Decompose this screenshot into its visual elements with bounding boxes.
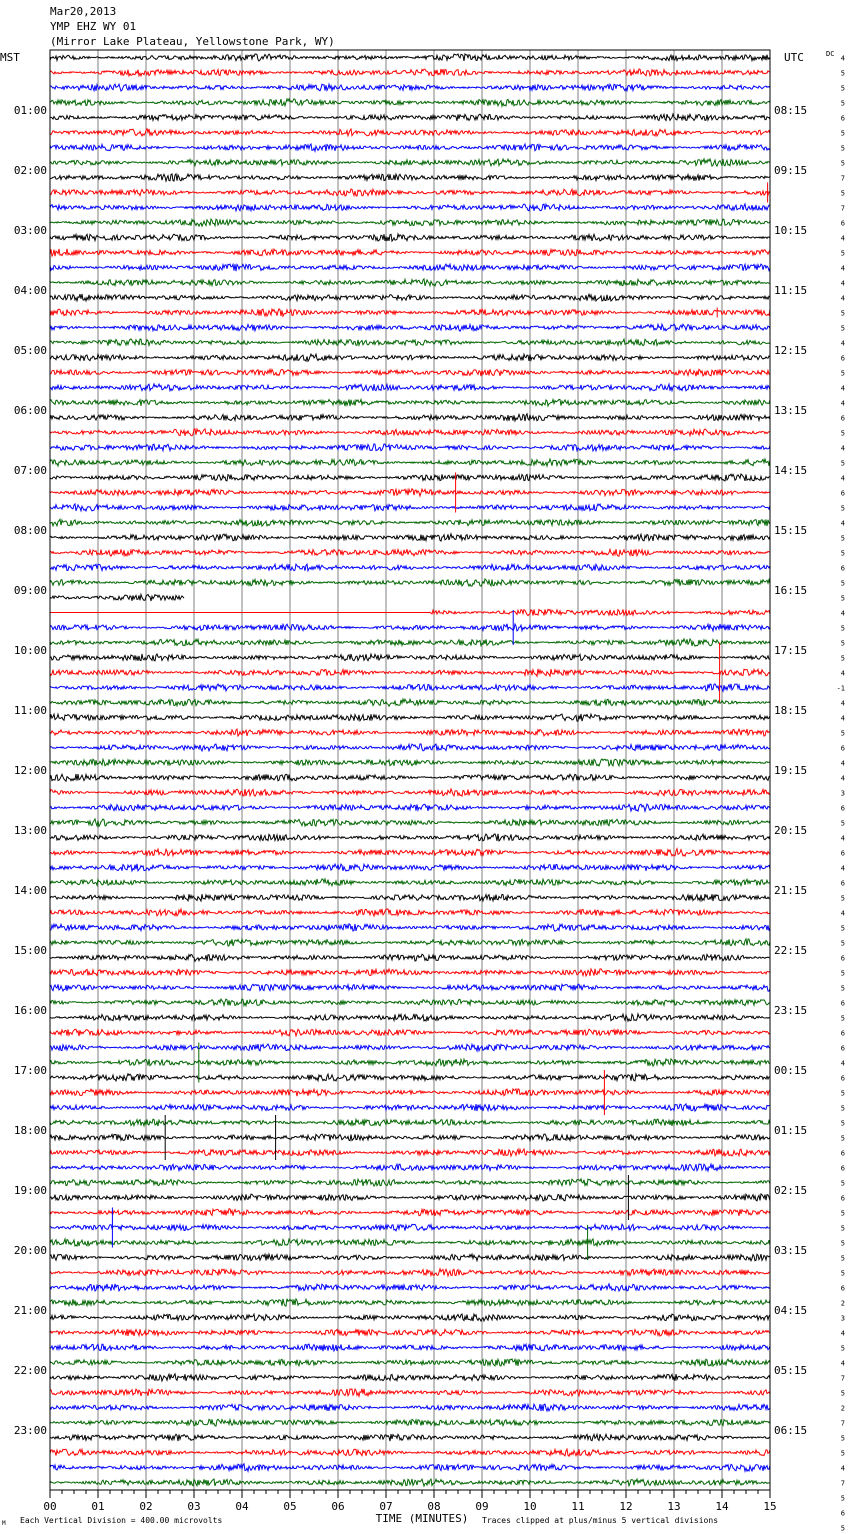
- dc-value: 5: [840, 819, 845, 828]
- trace-row-1: [50, 69, 770, 76]
- trace-row-24: [50, 414, 770, 421]
- trace-row-6: [50, 144, 770, 151]
- trace-row-33: [50, 549, 770, 556]
- x-tick-label: 15: [763, 1500, 777, 1513]
- dc-value: 4: [840, 264, 845, 273]
- dc-value: 5: [840, 939, 845, 948]
- dc-value: 5: [840, 1239, 845, 1248]
- dc-value: 3: [840, 789, 845, 798]
- trace-row-72: [50, 1134, 770, 1141]
- x-tick-label: 08: [427, 1500, 441, 1513]
- dc-value: 5: [840, 594, 845, 603]
- dc-value: 4: [840, 399, 845, 408]
- trace-row-46: [50, 744, 770, 751]
- trace-row-15: [50, 279, 770, 286]
- trace-row-90: [50, 1404, 770, 1411]
- trace-row-68: [50, 1074, 770, 1081]
- trace-row-43: [50, 699, 770, 706]
- left-hour-labels: [14, 104, 47, 1437]
- dc-value: 4: [840, 474, 845, 483]
- right-hour-label: 15:15: [774, 524, 808, 537]
- trace-row-45: [50, 729, 770, 736]
- left-hour-label: 23:00: [13, 1424, 47, 1437]
- dc-value: 5: [840, 1269, 845, 1278]
- dc-value: 5: [840, 249, 845, 258]
- station-code: YMP EHZ WY 01: [50, 20, 137, 33]
- trace-row-17: [50, 309, 770, 316]
- right-hour-label: 18:15: [774, 704, 808, 717]
- left-hour-label: 20:00: [13, 1244, 47, 1257]
- right-hour-label: 14:15: [774, 464, 808, 477]
- trace-row-85: [50, 1329, 770, 1336]
- trace-row-76: [50, 1194, 770, 1201]
- left-hour-label: 11:00: [13, 704, 47, 717]
- x-tick-label: 09: [475, 1500, 489, 1513]
- left-hour-label: 03:00: [13, 224, 47, 237]
- trace-row-56: [50, 894, 770, 901]
- dc-value: 3: [840, 1314, 845, 1323]
- dc-value: 4: [840, 774, 845, 783]
- dc-value: 4: [840, 864, 845, 873]
- trace-row-19: [50, 339, 770, 346]
- x-tick-label: 07: [379, 1500, 393, 1513]
- dc-value: 6: [840, 999, 845, 1008]
- left-hour-label: 12:00: [13, 764, 47, 777]
- dc-value: 5: [840, 654, 845, 663]
- x-axis-label: TIME (MINUTES): [375, 1512, 469, 1525]
- trace-row-2: [50, 84, 770, 91]
- right-hour-label: 08:15: [774, 104, 808, 117]
- dc-value: 6: [840, 879, 845, 888]
- trace-row-40: [50, 654, 770, 661]
- trace-row-25: [50, 429, 770, 436]
- left-hour-label: 13:00: [13, 824, 47, 837]
- clip-note: Traces clipped at plus/minus 5 vertical divisions: [482, 1516, 719, 1525]
- trace-row-23: [50, 399, 770, 406]
- dc-value: 5: [840, 324, 845, 333]
- dc-value: 4: [840, 609, 845, 618]
- trace-row-29: [50, 489, 770, 496]
- trace-row-62: [50, 984, 770, 991]
- dc-value: 5: [840, 129, 845, 138]
- scale-note: Each Vertical Division = 400.00 microvolts: [20, 1516, 223, 1525]
- trace-row-86: [50, 1344, 770, 1351]
- trace-row-87: [50, 1359, 770, 1366]
- dc-value: 6: [840, 1149, 845, 1158]
- dc-value: 6: [840, 744, 845, 753]
- dc-value: 7: [840, 204, 845, 213]
- left-hour-label: 16:00: [13, 1004, 47, 1017]
- trace-row-61: [50, 969, 770, 976]
- dc-value: 5: [840, 189, 845, 198]
- dc-value: 4: [840, 1059, 845, 1068]
- trace-row-38: [50, 624, 770, 631]
- dc-value: 5: [840, 639, 845, 648]
- left-hour-label: 07:00: [13, 464, 47, 477]
- x-tick-label: 05: [283, 1500, 297, 1513]
- trace-row-74: [50, 1164, 770, 1171]
- dc-value: 5: [840, 99, 845, 108]
- right-hour-label: 06:15: [774, 1424, 808, 1437]
- trace-row-5: [50, 129, 770, 136]
- right-hour-label: 20:15: [774, 824, 808, 837]
- trace-row-42: [50, 684, 770, 691]
- dc-value: 6: [840, 114, 845, 123]
- right-hour-labels: [774, 104, 807, 1437]
- dc-value: 5: [840, 894, 845, 903]
- trace-row-73: [50, 1149, 770, 1156]
- trace-row-14: [50, 264, 770, 271]
- trace-row-30: [50, 504, 770, 511]
- dc-value: 5: [840, 309, 845, 318]
- dc-value: 5: [840, 429, 845, 438]
- x-tick-label: 10: [523, 1500, 537, 1513]
- trace-row-91: [50, 1419, 770, 1426]
- right-timezone-label: UTC: [784, 51, 804, 64]
- dc-value: 6: [840, 954, 845, 963]
- right-hour-label: 13:15: [774, 404, 808, 417]
- trace-row-53: [50, 849, 770, 856]
- trace-row-20: [50, 354, 770, 361]
- dc-value: 6: [840, 849, 845, 858]
- left-hour-label: 01:00: [13, 104, 47, 117]
- trace-row-18: [50, 324, 770, 331]
- trace-row-36: [50, 594, 184, 601]
- dc-value: 4: [840, 714, 845, 723]
- dc-value: 5: [840, 1119, 845, 1128]
- trace-row-4: [50, 114, 770, 121]
- dc-value: 5: [840, 549, 845, 558]
- trace-row-22: [50, 384, 770, 391]
- right-hour-label: 02:15: [774, 1184, 808, 1197]
- dc-value: 4: [840, 834, 845, 843]
- left-hour-label: 21:00: [13, 1304, 47, 1317]
- trace-row-70: [50, 1104, 770, 1111]
- trace-row-81: [50, 1269, 770, 1276]
- trace-row-10: [50, 204, 770, 211]
- right-hour-label: 12:15: [774, 344, 808, 357]
- dc-value: 5: [840, 369, 845, 378]
- trace-row-9: [50, 189, 770, 196]
- trace-row-95: [50, 1479, 770, 1486]
- dc-value: 6: [840, 414, 845, 423]
- trace-row-35: [50, 579, 770, 586]
- trace-row-65: [50, 1029, 770, 1036]
- right-hour-label: 05:15: [774, 1364, 808, 1377]
- trace-row-3: [50, 99, 770, 106]
- right-hour-label: 03:15: [774, 1244, 808, 1257]
- right-hour-label: 04:15: [774, 1304, 808, 1317]
- dc-value: 4: [840, 669, 845, 678]
- trace-row-60: [50, 954, 770, 961]
- trace-row-51: [50, 819, 770, 826]
- trace-row-75: [50, 1179, 770, 1186]
- trace-row-31: [50, 519, 770, 526]
- trace-row-94: [50, 1464, 770, 1471]
- trace-row-12: [50, 234, 770, 241]
- dc-value: 5: [840, 1134, 845, 1143]
- dc-value: 5: [840, 144, 845, 153]
- trace-row-66: [50, 1044, 770, 1051]
- trace-row-57: [50, 909, 770, 916]
- trace-row-21: [50, 369, 770, 376]
- trace-row-55: [50, 879, 770, 886]
- dc-value: 4: [840, 294, 845, 303]
- x-tick-label: 01: [91, 1500, 105, 1513]
- dc-value: 5: [840, 1104, 845, 1113]
- trace-row-44: [50, 714, 770, 721]
- dc-values: [837, 55, 845, 1534]
- seismic-traces: [50, 54, 770, 1486]
- right-hour-label: 11:15: [774, 284, 808, 297]
- trace-row-64: [50, 1014, 770, 1021]
- dc-value: 4: [840, 384, 845, 393]
- left-hour-label: 17:00: [13, 1064, 47, 1077]
- dc-value: 5: [840, 1494, 845, 1503]
- trace-row-84: [50, 1314, 770, 1321]
- dc-value: 4: [840, 1329, 845, 1338]
- trace-row-79: [50, 1239, 770, 1246]
- x-tick-label: 02: [139, 1500, 153, 1513]
- dc-value: 2: [840, 1299, 845, 1308]
- dc-value: 5: [840, 84, 845, 93]
- chart-date: Mar20,2013: [50, 5, 117, 18]
- x-tick-label: 04: [235, 1500, 249, 1513]
- trace-row-89: [50, 1389, 770, 1396]
- trace-row-50: [50, 804, 770, 811]
- trace-row-83: [50, 1299, 770, 1306]
- dc-value: 5: [840, 729, 845, 738]
- dc-label: DC: [826, 50, 835, 58]
- dc-value: 4: [840, 759, 845, 768]
- dc-value: 5: [840, 924, 845, 933]
- right-hour-label: 22:15: [774, 944, 808, 957]
- dc-value: 6: [840, 804, 845, 813]
- dc-value: 5: [840, 1254, 845, 1263]
- dc-value: 5: [840, 504, 845, 513]
- dc-value: 5: [840, 159, 845, 168]
- x-tick-label: 03: [187, 1500, 201, 1513]
- x-tick-label: 13: [667, 1500, 681, 1513]
- dc-value: 7: [840, 174, 845, 183]
- dc-value: 5: [840, 1344, 845, 1353]
- x-axis-ticks: [43, 1490, 776, 1513]
- trace-row-77: [50, 1209, 770, 1216]
- dc-value: 6: [840, 354, 845, 363]
- trace-row-11: [50, 219, 770, 226]
- left-hour-label: 19:00: [13, 1184, 47, 1197]
- x-tick-label: 12: [619, 1500, 633, 1513]
- dc-value: 4: [840, 699, 845, 708]
- left-hour-label: 04:00: [13, 284, 47, 297]
- left-hour-label: 18:00: [13, 1124, 47, 1137]
- dc-value: 6: [840, 219, 845, 228]
- dc-value: 5: [840, 534, 845, 543]
- trace-row-39: [50, 639, 770, 646]
- left-hour-label: 14:00: [13, 884, 47, 897]
- footer-mark: M: [2, 1520, 6, 1527]
- right-hour-label: 00:15: [774, 1064, 808, 1077]
- dc-value: 5: [840, 579, 845, 588]
- dc-value: 2: [840, 1404, 845, 1413]
- dc-value: 4: [840, 339, 845, 348]
- dc-value: 4: [840, 54, 845, 63]
- dc-value: 5: [840, 1179, 845, 1188]
- dc-value: 5: [840, 1209, 845, 1218]
- trace-row-47: [50, 759, 770, 766]
- trace-row-49: [50, 789, 770, 796]
- dc-value: 5: [840, 624, 845, 633]
- trace-row-80: [50, 1254, 770, 1261]
- trace-row-48: [50, 774, 770, 781]
- right-hour-label: 16:15: [774, 584, 808, 597]
- dc-value: 4: [840, 1464, 845, 1473]
- dc-value: 5: [840, 1224, 845, 1233]
- dc-value: 5: [840, 1524, 845, 1533]
- left-hour-label: 06:00: [13, 404, 47, 417]
- dc-value: 6: [840, 1029, 845, 1038]
- trace-row-7: [50, 159, 770, 166]
- dc-value: 4: [840, 234, 845, 243]
- dc-value: 6: [840, 1509, 845, 1518]
- trace-row-32: [50, 534, 770, 541]
- left-hour-label: 02:00: [13, 164, 47, 177]
- trace-row-82: [50, 1284, 770, 1291]
- dc-value: 6: [840, 1194, 845, 1203]
- dc-value: 5: [840, 1014, 845, 1023]
- right-hour-label: 09:15: [774, 164, 808, 177]
- trace-row-71: [50, 1119, 770, 1126]
- station-location: (Mirror Lake Plateau, Yellowstone Park, WY): [50, 35, 335, 48]
- trace-row-13: [50, 249, 770, 256]
- trace-row-92: [50, 1434, 770, 1441]
- dc-value: 7: [840, 1479, 845, 1488]
- trace-row-16: [50, 294, 770, 301]
- dc-value: 5: [840, 984, 845, 993]
- trace-row-67: [50, 1059, 770, 1066]
- trace-row-78: [50, 1224, 770, 1231]
- trace-row-8: [50, 174, 770, 181]
- right-hour-label: 19:15: [774, 764, 808, 777]
- left-hour-label: 09:00: [13, 584, 47, 597]
- trace-row-27: [50, 459, 770, 466]
- right-hour-label: 17:15: [774, 644, 808, 657]
- dc-value: -1: [836, 684, 845, 693]
- trace-row-26: [50, 444, 770, 451]
- dc-value: 7: [840, 1374, 845, 1383]
- trace-row-52: [50, 834, 770, 841]
- left-hour-label: 08:00: [13, 524, 47, 537]
- dc-value: 4: [840, 909, 845, 918]
- trace-row-88: [50, 1374, 770, 1381]
- trace-row-63: [50, 999, 770, 1006]
- x-tick-label: 14: [715, 1500, 729, 1513]
- trace-row-69: [50, 1089, 770, 1096]
- trace-row-59: [50, 939, 770, 946]
- dc-value: 6: [840, 564, 845, 573]
- trace-row-37: [50, 609, 770, 615]
- dc-value: 7: [840, 1419, 845, 1428]
- right-hour-label: 21:15: [774, 884, 808, 897]
- trace-row-41: [50, 669, 770, 676]
- trace-row-34: [50, 564, 770, 571]
- dc-value: 5: [840, 969, 845, 978]
- left-hour-label: 22:00: [13, 1364, 47, 1377]
- right-hour-label: 23:15: [774, 1004, 808, 1017]
- dc-value: 5: [840, 69, 845, 78]
- left-hour-label: 10:00: [13, 644, 47, 657]
- x-tick-label: 11: [571, 1500, 585, 1513]
- left-hour-label: 05:00: [13, 344, 47, 357]
- trace-row-93: [50, 1449, 770, 1456]
- dc-value: 6: [840, 489, 845, 498]
- dc-value: 5: [840, 1434, 845, 1443]
- right-hour-label: 01:15: [774, 1124, 808, 1137]
- dc-value: 4: [840, 444, 845, 453]
- trace-row-58: [50, 924, 770, 931]
- dc-value: 5: [840, 1449, 845, 1458]
- x-tick-label: 06: [331, 1500, 345, 1513]
- trace-row-54: [50, 864, 770, 871]
- dc-value: 5: [840, 459, 845, 468]
- dc-value: 5: [840, 1389, 845, 1398]
- left-timezone-label: MST: [0, 51, 20, 64]
- dc-value: 4: [840, 279, 845, 288]
- dc-value: 6: [840, 1164, 845, 1173]
- right-hour-label: 10:15: [774, 224, 808, 237]
- trace-row-28: [50, 474, 770, 481]
- dc-value: 6: [840, 1074, 845, 1083]
- dc-value: 6: [840, 1284, 845, 1293]
- trace-row-0: [50, 54, 770, 61]
- dc-value: 4: [840, 1359, 845, 1368]
- dc-value: 5: [840, 1089, 845, 1098]
- left-hour-label: 15:00: [13, 944, 47, 957]
- x-tick-label: 00: [43, 1500, 57, 1513]
- dc-value: 6: [840, 1044, 845, 1053]
- dc-value: 4: [840, 519, 845, 528]
